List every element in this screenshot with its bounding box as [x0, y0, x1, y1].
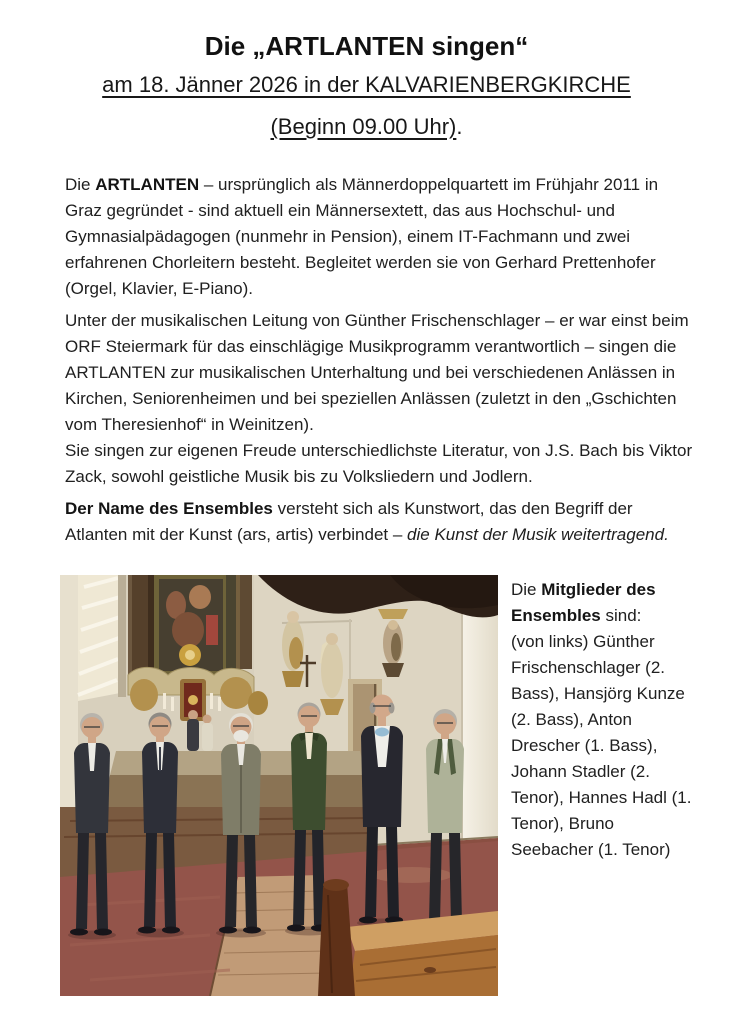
title-date-line: [0, 72, 733, 98]
title-time-line: [0, 114, 733, 140]
caption-after: sind:: [600, 606, 642, 625]
title-line-1: Die „ARTLANTEN singen“: [204, 31, 529, 61]
name-origin-bold: Der Name des Ensembles: [65, 499, 273, 518]
title-line-2: am 18. Jänner 2026 in der KALVARIENBERGKIRCHE: [102, 72, 631, 97]
church-window: [78, 575, 126, 701]
photo-caption: [511, 575, 693, 863]
caption-pre: Die: [511, 580, 542, 599]
white-pilaster: [462, 599, 498, 861]
paragraph-name-origin: [65, 496, 697, 548]
title-line-3: (Beginn 09.00 Uhr): [270, 114, 457, 139]
paragraph-leadership: [65, 308, 697, 490]
caption-bold: Mitglieder des Ensembles: [511, 580, 656, 625]
altar-painting: [128, 575, 252, 679]
name-origin-italic: die Kunst der Musik weitertragend.: [407, 525, 669, 544]
leadership-text-1: Unter der musikalischen Leitung von Günther Frischenschlager – er war einst beim ORF Steiermark für das einschlägige Musikprogramm verantwortlich – singen die ARTLANTEN zur musikalischen Unterhaltung und bei verschiedenen Anlässen in Kirchen, Seniorenheimen und bei speziellen Anlässen (zuletzt in den „Gschichten vom Theresienhof“ in Weinitzen).: [65, 311, 689, 434]
intro-rest: – ursprünglich als Männerdoppelquartett im Frühjahr 2011 in Graz gegründet - sind aktuell ein Männersextett, das aus Hochschul- und Gymnasialpädagogen (nunmehr in Pension), einem IT-Fachmann und zwei erfahrenen Chorleitern besteht. Begleitet werden sie von Gerhard Prettenhofer (Orgel, Klavier, E-Piano).: [65, 175, 659, 298]
choir-group-photo: [60, 575, 498, 996]
leadership-text-2: Sie singen zur eigenen Freude unterschiedlichste Literatur, von J.S. Bach bis Viktor Zack, sowohl geistliche Musik bis zu Volksliedern und Jodlern.: [65, 441, 693, 486]
paragraph-ensemble-intro: [65, 172, 697, 302]
intro-pre: Die: [65, 175, 96, 194]
name-origin-mid: versteht sich als Kunstwort, das den Begriff der Atlanten mit der Kunst (ars, artis) verbindet –: [65, 499, 633, 544]
photo-and-caption-row: [60, 575, 700, 996]
intro-bold-artlanten: ARTLANTEN: [95, 175, 200, 194]
title-line-3-period: .: [456, 114, 463, 139]
caption-heading: [511, 577, 693, 629]
body-text-column: [65, 172, 697, 554]
caption-member-list: (von links) Günther Frischenschlager (2. Bass), Hansjörg Kunze (2. Bass), Anton Drescher (1. Bass), Johann Stadler (2. Tenor), Hannes Hadl (1. Tenor), Bruno Seebacher (1. Tenor): [511, 632, 692, 859]
page-title: [0, 31, 733, 62]
